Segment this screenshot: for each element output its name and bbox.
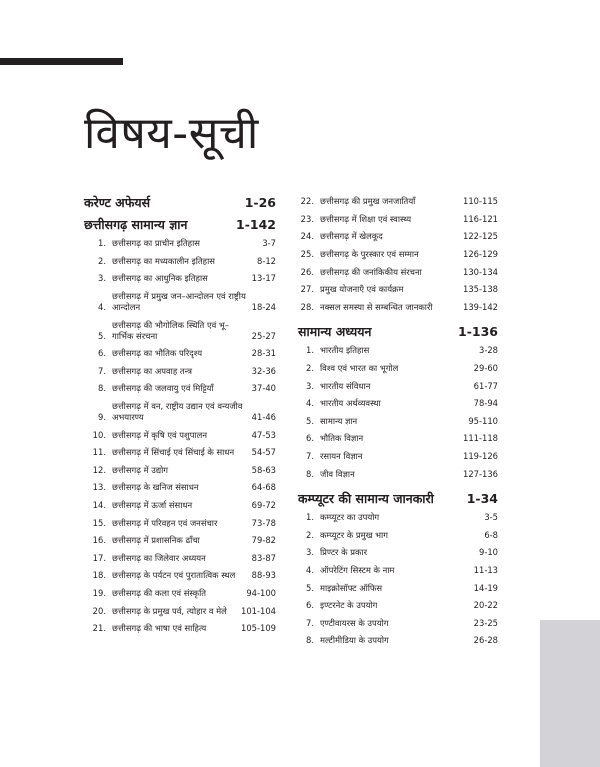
section-title: सामान्य अध्ययन [298, 324, 372, 340]
toc-entry[interactable] [298, 360, 498, 378]
toc-entry[interactable] [298, 395, 498, 413]
entry-number: 6. [98, 348, 106, 359]
entry-pages: 61-77 [473, 380, 498, 391]
section-pages: 1-142 [236, 217, 276, 232]
entry-title: भारतीय अर्थव्यवस्था [320, 398, 381, 409]
decorative-side-block [540, 620, 600, 767]
entry-pages: 73-78 [251, 517, 276, 528]
entry-number: 4. [306, 564, 314, 575]
entry-pages: 122-125 [463, 231, 498, 242]
entry-pages: 116-121 [463, 213, 498, 224]
toc-entry[interactable] [84, 497, 276, 515]
entry-title: छत्तीसगढ़ में वन, राष्ट्रीय उद्यान एवं वन्यजीव अभयारण्य [112, 401, 243, 423]
entry-number: 18. [92, 570, 106, 581]
entry-title: मल्टीमीडिया के उपयोग [320, 635, 389, 646]
entry-title: नक्सल समस्या से सम्बन्धित जानकारी [320, 301, 433, 312]
entry-pages: 119-126 [463, 451, 498, 462]
entry-title: छत्तीसगढ़ में परिवहन एवं जनसंचार [112, 517, 218, 528]
entry-title: छत्तीसगढ़ का मध्यकालीन इतिहास [112, 255, 215, 266]
entry-pages: 101-104 [241, 605, 276, 616]
entry-number: 9. [98, 412, 106, 423]
entry-title: छत्तीसगढ़ का आधुनिक इतिहास [112, 273, 208, 284]
entry-title: छत्तीसगढ़ में प्रशासनिक ढाँचा [112, 535, 200, 546]
toc-entry[interactable] [84, 253, 276, 271]
entry-number: 27. [300, 284, 314, 295]
entry-title: छत्तीसगढ़ का अपवाह तन्त्र [112, 365, 193, 376]
toc-entry[interactable] [84, 602, 276, 620]
entry-number: 21. [92, 623, 106, 634]
entry-pages: 139-142 [463, 301, 498, 312]
entry-pages: 3-5 [484, 512, 498, 523]
entry-title: छत्तीसगढ़ में ऊर्जा संसाधन [112, 500, 193, 511]
toc-entry[interactable] [298, 544, 498, 562]
entry-pages: 25-27 [251, 330, 276, 341]
entry-pages: 64-68 [251, 482, 276, 493]
entry-title: छत्तीसगढ़ के खनिज संसाधन [112, 482, 199, 493]
section-chhattisgarh-gk[interactable] [84, 215, 276, 235]
entry-title: कम्प्यूटर का उपयोग [320, 512, 380, 523]
toc-entry[interactable] [84, 532, 276, 550]
entry-pages: 41-46 [251, 412, 276, 423]
toc-entry[interactable] [298, 228, 498, 246]
entry-title: ऑपरेटिंग सिस्टम के नाम [320, 564, 395, 575]
toc-entry[interactable] [298, 632, 498, 650]
toc-entry[interactable] [298, 614, 498, 632]
entry-pages: 110-115 [463, 196, 498, 207]
entry-pages: 54-57 [251, 447, 276, 458]
entry-pages: 105-109 [241, 623, 276, 634]
entry-title: विश्व एवं भारत का भूगोल [320, 363, 399, 374]
toc-entry[interactable] [298, 579, 498, 597]
section-computer[interactable] [298, 489, 498, 509]
entry-number: 7. [306, 451, 314, 462]
computer-items [298, 509, 498, 650]
entry-pages: 111-118 [463, 433, 498, 444]
entry-title: प्रमुख योजनाएँ एवं कार्यक्रम [320, 284, 404, 295]
entry-number: 11. [92, 447, 106, 458]
entry-pages: 69-72 [251, 500, 276, 511]
entry-number: 14. [92, 500, 106, 511]
entry-title: माइक्रोसॉफ्ट ऑफिस [320, 582, 383, 593]
entry-title: छत्तीसगढ़ के पुरस्कार एवं सम्मान [320, 249, 419, 260]
entry-number: 2. [98, 255, 106, 266]
entry-number: 7. [306, 617, 314, 628]
entry-pages: 3-7 [262, 238, 276, 249]
toc-entry[interactable] [84, 380, 276, 398]
entry-pages: 28-31 [251, 348, 276, 359]
entry-title: रसायन विज्ञान [320, 451, 363, 462]
toc-entry[interactable] [298, 597, 498, 615]
toc-entry[interactable] [298, 377, 498, 395]
entry-title: छत्तीसगढ़ की जनांकिकीय संरचना [320, 266, 422, 277]
entry-title: छत्तीसगढ़ में कृषि एवं पशुपालन [112, 429, 208, 440]
section-pages: 1-34 [466, 490, 498, 506]
entry-pages: 47-53 [251, 429, 276, 440]
section-pages: 1-26 [244, 195, 276, 210]
entry-title: छत्तीसगढ़ की कला एवं संस्कृति [112, 587, 207, 598]
toc-entry[interactable] [298, 342, 498, 360]
entry-number: 2. [306, 363, 314, 374]
section-title: कम्प्यूटर की सामान्य जानकारी [298, 490, 434, 506]
entry-pages: 18-24 [251, 302, 276, 313]
entry-pages: 8-12 [256, 255, 276, 266]
toc-entry[interactable] [84, 620, 276, 638]
entry-title: भारतीय इतिहास [320, 345, 370, 356]
entry-pages: 3-28 [478, 345, 498, 356]
toc-entry[interactable] [84, 426, 276, 444]
entry-pages: 83-87 [251, 552, 276, 563]
toc-entry[interactable] [298, 263, 498, 281]
toc-entry[interactable] [84, 585, 276, 603]
entry-number: 1. [306, 345, 314, 356]
entry-pages: 88-93 [251, 570, 276, 581]
entry-pages: 29-60 [473, 363, 498, 374]
entry-title: छत्तीसगढ़ का जिलेवार अध्ययन [112, 552, 206, 563]
entry-pages: 9-10 [478, 547, 498, 558]
entry-pages: 11-13 [473, 564, 498, 575]
entry-title: इण्टरनेट के उपयोग [320, 600, 378, 611]
entry-title: भारतीय संविधान [320, 380, 371, 391]
entry-number: 15. [92, 517, 106, 528]
entry-number: 13. [92, 482, 106, 493]
entry-number: 5. [98, 330, 106, 341]
chhattisgarh-gk-items-cont [298, 193, 498, 316]
entry-pages: 95-110 [468, 415, 498, 426]
entry-pages: 127-136 [463, 468, 498, 479]
toc-entry[interactable] [298, 193, 498, 211]
section-current-affairs[interactable] [84, 193, 276, 213]
section-pages: 1-136 [458, 324, 498, 340]
section-title: करेण्ट अफेयर्स [84, 195, 151, 210]
decorative-top-bar [0, 58, 123, 65]
toc-entry[interactable] [84, 316, 276, 345]
toc-entry[interactable] [84, 235, 276, 253]
toc-entry[interactable] [298, 448, 498, 466]
entry-number: 7. [98, 365, 106, 376]
entry-pages: 135-138 [463, 284, 498, 295]
entry-title: छत्तीसगढ़ का प्राचीन इतिहास [112, 238, 200, 249]
toc-entry[interactable] [298, 562, 498, 580]
entry-pages: 37-40 [251, 383, 276, 394]
entry-title: छत्तीसगढ़ की जलवायु एवं मिट्टियाँ [112, 383, 214, 394]
toc-entry[interactable] [84, 444, 276, 462]
entry-title: एण्टीवायरस के उपयोग [320, 617, 389, 628]
toc-entry[interactable] [298, 413, 498, 431]
entry-title: छत्तीसगढ़ का भौतिक परिदृश्य [112, 348, 203, 359]
entry-number: 16. [92, 535, 106, 546]
entry-title: छत्तीसगढ़ की प्रमुख जनजातियाँ [320, 196, 416, 207]
entry-title: छत्तीसगढ़ के पर्यटन एवं पुरातात्विक स्थल [112, 570, 236, 581]
entry-number: 3. [306, 547, 314, 558]
toc-entry[interactable] [298, 299, 498, 317]
entry-number: 6. [306, 433, 314, 444]
entry-number: 5. [306, 415, 314, 426]
entry-number: 3. [98, 273, 106, 284]
entry-number: 4. [98, 302, 106, 313]
entry-number: 8. [306, 635, 314, 646]
entry-pages: 94-100 [246, 587, 276, 598]
entry-title: छत्तीसगढ़ की भाषा एवं साहित्य [112, 623, 207, 634]
toc-entry[interactable] [298, 465, 498, 483]
entry-number: 17. [92, 552, 106, 563]
entry-number: 8. [98, 383, 106, 394]
toc-entry[interactable] [298, 527, 498, 545]
toc-entry[interactable] [84, 270, 276, 288]
entry-number: 25. [300, 249, 314, 260]
section-general-studies[interactable] [298, 322, 498, 342]
toc-entry[interactable] [298, 281, 498, 299]
entry-pages: 78-94 [473, 398, 498, 409]
entry-number: 10. [92, 429, 106, 440]
entry-pages: 58-63 [251, 464, 276, 475]
entry-pages: 79-82 [251, 535, 276, 546]
entry-number: 22. [300, 196, 314, 207]
entry-number: 3. [306, 380, 314, 391]
entry-title: भौतिक विज्ञान [320, 433, 364, 444]
entry-number: 20. [92, 605, 106, 616]
entry-title: छत्तीसगढ़ के प्रमुख पर्व, त्योहार व मेले [112, 605, 227, 616]
entry-pages: 13-17 [251, 273, 276, 284]
toc-entry[interactable] [84, 462, 276, 480]
entry-title: जीव विज्ञान [320, 468, 355, 479]
entry-title: छत्तीसगढ़ में उद्योग [112, 464, 169, 475]
page-title: विषय-सूची [84, 108, 259, 159]
chhattisgarh-gk-items [84, 235, 276, 637]
entry-number: 5. [306, 582, 314, 593]
toc-entry[interactable] [84, 288, 276, 317]
entry-number: 24. [300, 231, 314, 242]
entry-title: छत्तीसगढ़ की भौगोलिक स्थिति एवं भू–गार्भिक संरचना [112, 319, 229, 341]
entry-title: छत्तीसगढ़ में प्रमुख जन–आन्दोलन एवं राष्ट्रीय आन्दोलन [112, 291, 246, 313]
entry-number: 6. [306, 600, 314, 611]
toc-entry[interactable] [298, 509, 498, 527]
entry-number: 2. [306, 529, 314, 540]
entry-title: प्रिण्टर के प्रकार [320, 547, 368, 558]
entry-number: 4. [306, 398, 314, 409]
section-title: छत्तीसगढ़ सामान्य ज्ञान [84, 217, 188, 232]
toc-right-column [298, 193, 498, 650]
toc-entry[interactable] [84, 514, 276, 532]
toc-entry[interactable] [84, 567, 276, 585]
entry-title: कम्प्यूटर के प्रमुख भाग [320, 529, 388, 540]
entry-number: 23. [300, 213, 314, 224]
entry-title: छत्तीसगढ़ में सिंचाई एवं सिंचाई के साधन [112, 447, 235, 458]
toc-entry[interactable] [298, 430, 498, 448]
entry-number: 19. [92, 587, 106, 598]
entry-pages: 6-8 [484, 529, 498, 540]
entry-number: 12. [92, 464, 106, 475]
entry-pages: 26-28 [473, 635, 498, 646]
entry-pages: 130-134 [463, 266, 498, 277]
entry-title: छत्तीसगढ़ में शिक्षा एवं स्वास्थ्य [320, 213, 412, 224]
toc-entry[interactable] [84, 479, 276, 497]
entry-pages: 23-25 [473, 617, 498, 628]
entry-number: 1. [98, 238, 106, 249]
entry-title: सामान्य ज्ञान [320, 415, 358, 426]
entry-pages: 32-36 [251, 365, 276, 376]
entry-pages: 126-129 [463, 249, 498, 260]
toc-entry[interactable] [298, 246, 498, 264]
entry-number: 26. [300, 266, 314, 277]
toc-left-column [84, 193, 276, 637]
toc-entry[interactable] [84, 550, 276, 568]
toc-entry[interactable] [84, 363, 276, 381]
entry-pages: 14-19 [473, 582, 498, 593]
entry-pages: 20-22 [473, 600, 498, 611]
entry-title: छत्तीसगढ़ में खेलकूद [320, 231, 383, 242]
entry-number: 8. [306, 468, 314, 479]
toc-entry[interactable] [84, 398, 276, 427]
general-studies-items [298, 342, 498, 483]
toc-entry[interactable] [298, 211, 498, 229]
entry-number: 28. [300, 301, 314, 312]
toc-entry[interactable] [84, 345, 276, 363]
entry-number: 1. [306, 512, 314, 523]
